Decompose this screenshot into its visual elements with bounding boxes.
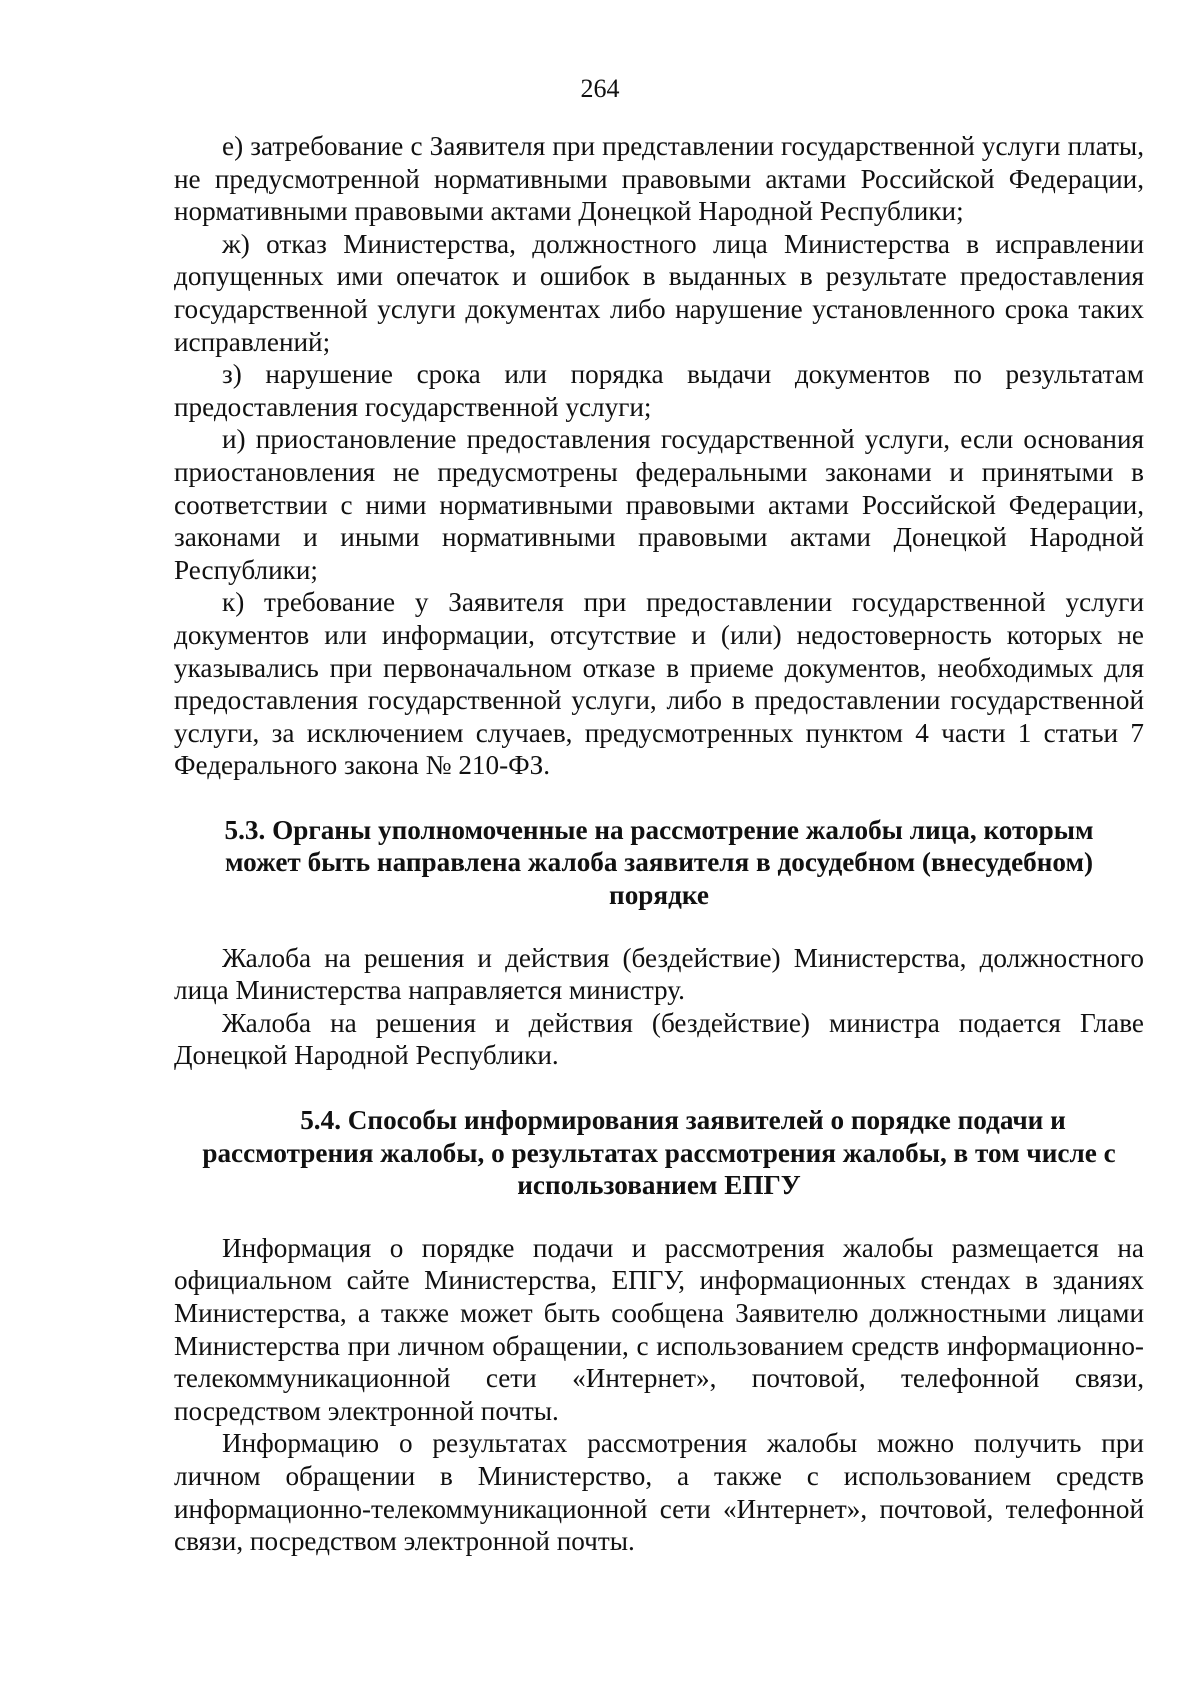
section-heading-5-4: 5.4. Способы информирования заявителей о порядке подачи и рассмотрения жалобы, о результатах рассмотрения жалобы, в том числе с использованием ЕПГУ xyxy=(202,1105,1116,1201)
list-item-k: к) требование у Заявителя при предоставлении государственной услуги документов или информации, отсутствие и (или) недостоверность которых не указывались при первоначальном отказе в приеме документов, необходимых для предоставления государственной услуги, либо в предоставлении государственной услуги, за исключением случаев, предусмотренных пунктом 4 части 1 статьи 7 Федерального закона № 210-ФЗ. xyxy=(174,587,1144,781)
list-item-e: е) затребование с Заявителя при представлении государственной услуги платы, не предусмотренной нормативными правовыми актами Российской Федерации, нормативными правовыми актами Донецкой Народной Республики; xyxy=(174,131,1144,227)
page-content xyxy=(174,130,1144,1558)
section-5-3-paragraph: Жалоба на решения и действия (бездействие) Министерства, должностного лица Министерства направляется министру. xyxy=(174,942,1144,1006)
page-number: 264 xyxy=(580,74,620,103)
list-item-i: и) приостановление предоставления государственной услуги, если основания приостановления не предусмотрены федеральными законами и принятыми в соответствии с ними нормативными правовыми актами Российской Федерации, законами и иными нормативными правовыми актами Донецкой Народной Республики; xyxy=(174,424,1144,585)
section-5-4-paragraph: Информацию о результатах рассмотрения жалобы можно получить при личном обращении в Министерство, а также с использованием средств информационно-телекоммуникационной сети «Интернет», почтовой, телефонной связи, посредством электронной почты. xyxy=(174,1428,1144,1557)
section-5-3-paragraph: Жалоба на решения и действия (бездействие) министра подается Главе Донецкой Народной Республики. xyxy=(174,1007,1144,1071)
list-item-zh: ж) отказ Министерства, должностного лица Министерства в исправлении допущенных ими опечаток и ошибок в выданных в результате предоставления государственной услуги документах либо нарушение установленного срока таких исправлений; xyxy=(174,228,1144,357)
list-item-z: з) нарушение срока или порядка выдачи документов по результатам предоставления государственной услуги; xyxy=(174,359,1144,422)
section-5-4-paragraph: Информация о порядке подачи и рассмотрения жалобы размещается на официальном сайте Министерства, ЕПГУ, информационных стендах в зданиях Министерства, а также может быть сообщена Заявителю должностными лицами Министерства при личном обращении, с использованием средств информационно-телекоммуникационной сети «Интернет», почтовой, телефонной связи, посредством электронной почты. xyxy=(174,1232,1144,1426)
section-heading-5-3: 5.3. Органы уполномоченные на рассмотрение жалобы лица, которым может быть направлена жалоба заявителя в досудебном (внесудебном) порядке xyxy=(224,814,1094,911)
